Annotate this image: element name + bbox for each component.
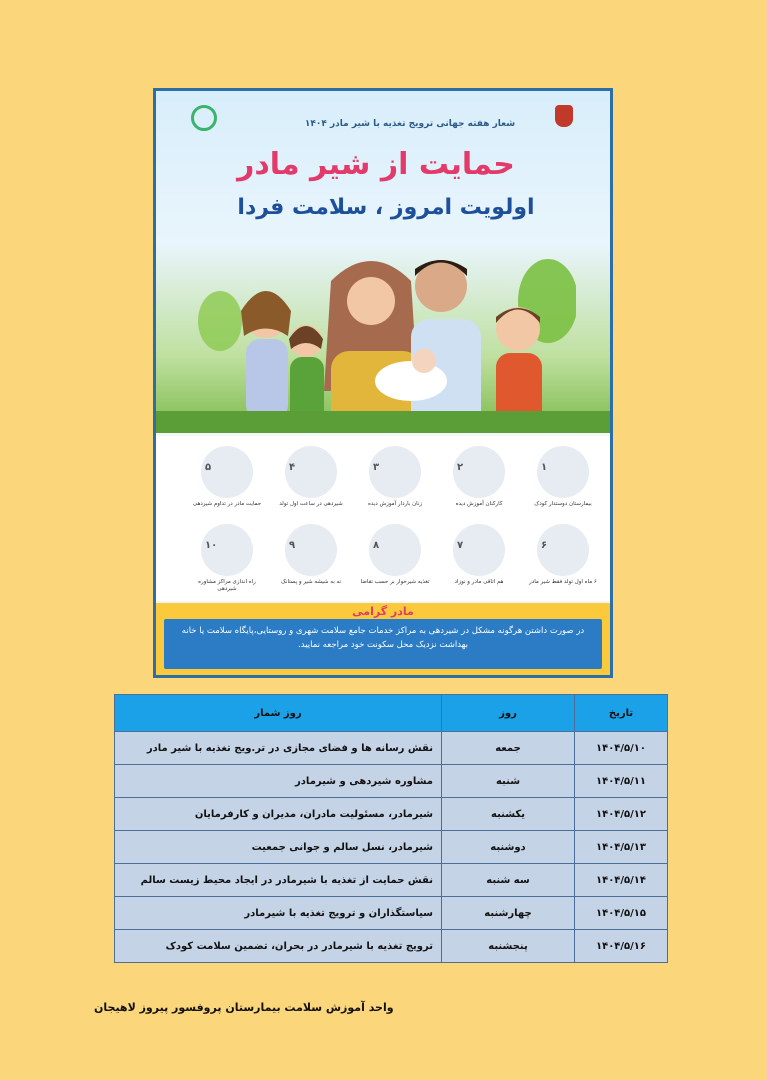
poster-slogan: شعار هفته جهانی ترویج تغذیه با شیر مادر ۱۴۰۴ [304, 119, 516, 129]
table-row: ۱۴۰۴/۵/۱۴ سه شنبه نقش حمایت از تغذیه با شیرمادر در ایجاد محیط زیست سالم [115, 864, 668, 897]
table-row: ۱۴۰۴/۵/۱۰ جمعه نقش رسانه ها و فضای مجازی در تر.ویج تغذیه با شیر مادر [115, 732, 668, 765]
table-row: ۱۴۰۴/۵/۱۳ دوشنبه شیرمادر، نسل سالم و جوانی جمعیت [115, 831, 668, 864]
rooming-in-icon: ۷ [453, 524, 505, 576]
newborn-feeding-icon: ۴ [285, 446, 337, 498]
header-date: تاریخ [575, 695, 668, 732]
poster-title: حمایت از شیر مادر [237, 147, 515, 182]
step-6: ۶ ۶ ماه اول تولد فقط شیر مادر [524, 524, 602, 586]
poster-subtitle: اولویت امروز ، سلامت فردا [237, 195, 535, 220]
footer-credit: واحد آموزش سلامت بیمارستان پروفسور پیروز لاهیجان [94, 1001, 394, 1014]
step-3: ۳ زنان باردار آموزش دیده [356, 446, 434, 508]
on-demand-feeding-icon: ۸ [369, 524, 421, 576]
step-5: ۵ حمایت مادر در تداوم شیردهی [188, 446, 266, 508]
calendar-icon: ۶ [537, 524, 589, 576]
table-row: ۱۴۰۴/۵/۱۲ یکشنبه شیرمادر، مسئولیت مادران، مدیران و کارفرمایان [115, 798, 668, 831]
staff-training-icon: ۲ [453, 446, 505, 498]
campaign-schedule-table [114, 694, 668, 963]
step-2: ۲ کارکنان آموزش دیده [440, 446, 518, 508]
notice-banner [156, 603, 610, 678]
health-logo-icon [191, 105, 217, 131]
notice-title: مادر گرامی [352, 605, 414, 618]
step-9: ۹ نه به شیشه شیر و پستانک [272, 524, 350, 586]
table-row: ۱۴۰۴/۵/۱۱ شنبه مشاوره شیردهی و شیرمادر [115, 765, 668, 798]
family-illustration [196, 241, 576, 431]
table-header-row [115, 695, 668, 732]
step-8: ۸ تغذیه شیرخوار بر حسب تقاضا [356, 524, 434, 586]
step-4: ۴ شیردهی در ساعت اول تولد [272, 446, 350, 508]
ten-steps-panel [156, 436, 610, 601]
step-10: ۱۰ راه اندازی مراکز مشاوره شیردهی [188, 524, 266, 593]
step-1: ۱ بیمارستان دوستدار کودک [524, 446, 602, 508]
step-7: ۷ هم اتاقی مادر و نوزاد [440, 524, 518, 586]
iran-emblem-icon [555, 105, 573, 127]
header-topic: روز شمار [115, 695, 442, 732]
table-row: ۱۴۰۴/۵/۱۶ پنجشنبه ترویج تغذیه با شیرمادر در بحران، تضمین سلامت کودک [115, 930, 668, 963]
counseling-center-icon: ۱۰ [201, 524, 253, 576]
poster [153, 88, 613, 678]
table-row: ۱۴۰۴/۵/۱۵ چهارشنبه سیاستگذاران و ترویج تغذیه با شیرمادر [115, 897, 668, 930]
grass-strip [156, 411, 610, 433]
certificate-icon: ۱ [537, 446, 589, 498]
mother-support-icon: ۵ [201, 446, 253, 498]
no-bottle-icon: ۹ [285, 524, 337, 576]
pregnant-woman-icon: ۳ [369, 446, 421, 498]
health-logo [174, 105, 234, 131]
notice-text: در صورت داشتن هرگونه مشکل در شیردهی به مراکز خدمات جامع سلامت شهری و روستایی،پایگاه سلامت یا خانه بهداشت نزدیک محل سکونت خود مراجعه نمایید. [164, 619, 602, 669]
header-day: روز [442, 695, 575, 732]
